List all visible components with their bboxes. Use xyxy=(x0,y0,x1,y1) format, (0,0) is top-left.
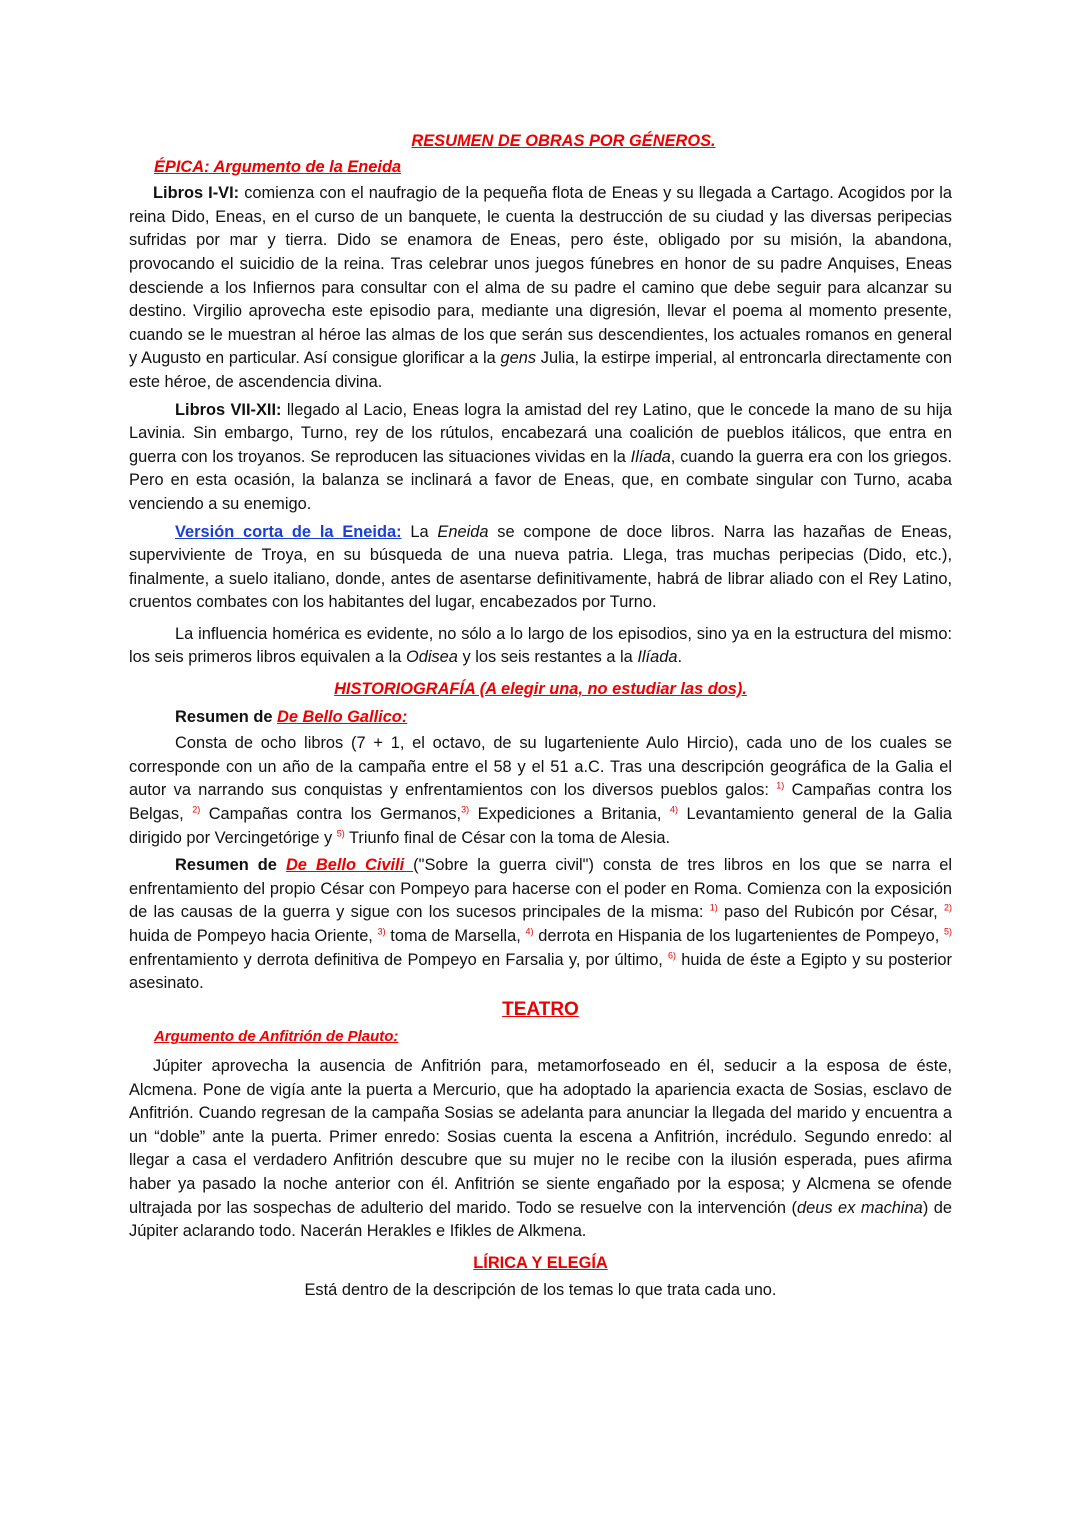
section-heading xyxy=(129,998,952,1022)
text-run: Odisea xyxy=(405,648,458,667)
footnote-marker: 4) xyxy=(525,926,534,937)
footnote-marker: 5) xyxy=(943,926,952,937)
text-run: enfrentamiento y derrota definitiva de Pompeyo en Farsalia y, por último, xyxy=(129,950,669,969)
text-run: ("Sobre la guerra civil") consta de tres libros en los que se narra el enfrentamiento del propio César con Pompeyo para hacerse con el poder en Roma. Comienza con la exposición de las causas de la guerra y sigue con los sucesos principales de la misma: xyxy=(129,856,952,922)
text-run: Ilíada xyxy=(630,447,671,466)
paragraph xyxy=(129,706,952,730)
text-run: Resumen de xyxy=(175,856,286,875)
footnote-marker: 3) xyxy=(461,804,470,815)
text-run: Libros VII-XII: xyxy=(175,400,282,419)
text-run: La xyxy=(401,522,438,541)
link[interactable]: De Bello Civili xyxy=(285,856,414,875)
text-run: y los seis restantes a la xyxy=(457,648,638,667)
text-run: La influencia homérica es evidente, no sólo a lo largo de los episodios, sino ya en la estructura del mismo: los seis primeros libros equivalen a la xyxy=(129,624,952,667)
text-run: Levantamiento general de la Galia dirigido por Vercingetórige y xyxy=(129,805,952,847)
text-run: Julia, la estirpe imperial, al entroncarla directamente con este héroe, de ascendencia divina. xyxy=(129,349,952,391)
paragraph xyxy=(129,399,952,517)
link[interactable]: De Bello Gallico: xyxy=(277,707,408,726)
text-run: derrota en Hispania de los lugartenientes de Pompeyo, xyxy=(533,927,944,945)
text-run: . xyxy=(677,648,683,667)
text-run: Libros I-VI: xyxy=(153,184,240,203)
text-run: gens xyxy=(500,349,537,368)
text-run: Resumen de xyxy=(175,707,278,726)
paragraph xyxy=(129,623,952,670)
section-heading xyxy=(154,1025,952,1049)
footnote-marker: 6) xyxy=(668,950,677,961)
text-run: paso del Rubicón por César, xyxy=(717,903,944,922)
document-body xyxy=(129,156,952,1303)
text-run: Campañas contra los Germanos, xyxy=(200,805,462,824)
footnote-marker: 4) xyxy=(669,804,678,815)
footnote-marker: 1) xyxy=(776,780,785,791)
text-run: se compone de doce libros. Narra las hazañas de Eneas, superviviente de Troya, en su búsqueda de una nueva patria. Llega, tras muchas peripecias (Dido, etc.), finalmente, a suelo italiano, donde, antes de asentarse definitivamente, habrá de librar aliado con el Rey Latino, cruentos combates con los habitantes del lugar, encabezados por Turno. xyxy=(129,522,952,612)
footnote-marker: 1) xyxy=(709,902,718,913)
link[interactable]: Versión corta de la Eneida: xyxy=(175,522,402,541)
text-run: Campañas contra los Belgas, xyxy=(129,781,953,824)
paragraph xyxy=(129,732,952,850)
text-run: Júpiter aprovecha la ausencia de Anfitrión para, metamorfoseado en él, seducir a la esposa de éste, Alcmena. Pone de vigía ante la puerta a Mercurio, que ha adoptado la apariencia exacta de Sosias, esclavo de Anfitrión. Cuando regresan de la campaña Sosias se adelanta para anunciar la llegada del marido y encuentra a un “doble” ante la puerta. Primer enredo: Sosias cuenta la escena a Anfitrión, incrédulo. Segundo enredo: al llegar a casa el verdadero Anfitrión descubre que su mujer no le recibe con la ilusión esperada, pues afirma haber ya pasado la noche anterior con él. Anfitrión se siente engañado por la esposa; y Alcmena se ofende ultrajada por las sospechas de adulterio del marido. Todo se resuelve con la intervención ( xyxy=(129,1056,952,1217)
text-run: ) de Júpiter aclarando todo. Nacerán Herakles e Ifikles de Alkmena. xyxy=(129,1198,952,1241)
text-run: deus ex machina xyxy=(797,1198,923,1217)
footnote-marker: 2) xyxy=(192,804,201,815)
document-title: RESUMEN DE OBRAS POR GÉNEROS. xyxy=(411,132,716,150)
text-run: Argumento de Anfitrión de Plauto: xyxy=(154,1028,399,1046)
paragraph xyxy=(129,521,952,615)
text-run: , cuando la guerra era con los griegos. Pero en esta ocasión, la balanza se inclinará a favor de Eneas, que, en combate singular con Turno, acaba venciendo a su enemigo. xyxy=(129,447,952,513)
paragraph xyxy=(129,1279,952,1303)
text-run: Expediciones a Britania, xyxy=(469,805,670,824)
paragraph xyxy=(129,1055,952,1244)
text-run: huida de Pompeyo hacia Oriente, xyxy=(129,927,378,945)
paragraph xyxy=(129,854,952,996)
footnote-marker: 2) xyxy=(943,902,952,913)
text-run: HISTORIOGRAFÍA (A elegir una, no estudiar las dos). xyxy=(334,680,747,699)
document-page xyxy=(129,130,952,1303)
paragraph xyxy=(129,182,952,394)
footnote-marker: 5) xyxy=(336,828,345,839)
text-run: Triunfo final de César con la toma de Alesia. xyxy=(344,828,671,847)
section-heading xyxy=(129,1252,952,1276)
text-run: LÍRICA Y ELEGÍA xyxy=(473,1253,608,1272)
text-run: toma de Marsella, xyxy=(385,927,526,945)
text-run: ÉPICA: Argumento de la Eneida xyxy=(154,157,402,176)
text-run: TEATRO xyxy=(502,998,579,1020)
text-run: comienza con el naufragio de la pequeña flota de Eneas y su llegada a Cartago. Acogidos por la reina Dido, Eneas, en el curso de un banquete, le cuenta la destrucción de su ciudad y las diversas peripecias sufridas por mar y tierra. Dido se enamora de Eneas, pero éste, obligado por su misión, la abandona, provocando el suicidio de la reina. Tras celebrar unos juegos fúnebres en honor de su padre Anquises, Eneas desciende a los Infiernos para consultar con el alma de su padre el camino que debe seguir para alcanzar su destino. Virgilio aprovecha este episodio para, mediante una digresión, llevar el poema al momento presente, cuando se le muestran al héroe las almas de los que serán sus descendientes, los actuales romanos en general y Augusto en particular. Así consigue glorificar a la xyxy=(129,184,952,368)
section-heading xyxy=(154,156,952,180)
text-run: Eneida xyxy=(437,522,489,541)
footnote-marker: 3) xyxy=(377,926,386,937)
text-run: Está dentro de la descripción de los temas lo que trata cada uno. xyxy=(304,1281,777,1300)
text-run: llegado al Lacio, Eneas logra la amistad del rey Latino, que le concede la mano de su hija Lavinia. Sin embargo, Turno, rey de los rútulos, encabezará una coalición de pueblos itálicos, que entra en guerra con los troyanos. Se reproducen las situaciones vividas en la xyxy=(129,400,953,466)
text-run: Consta de ocho libros (7 + 1, el octavo, de su lugarteniente Aulo Hircio), cada uno de los cuales se corresponde con un año de la campaña entre el 58 y el 51 a.C. Tras una descripción geográfica de la Galia el autor va narrando sus conquistas y enfrentamientos con los diversos pueblos galos: xyxy=(129,734,952,800)
text-run: Ilíada xyxy=(637,648,678,667)
section-heading xyxy=(129,678,952,702)
text-run: huida de éste a Egipto y su posterior asesinato. xyxy=(129,950,952,993)
